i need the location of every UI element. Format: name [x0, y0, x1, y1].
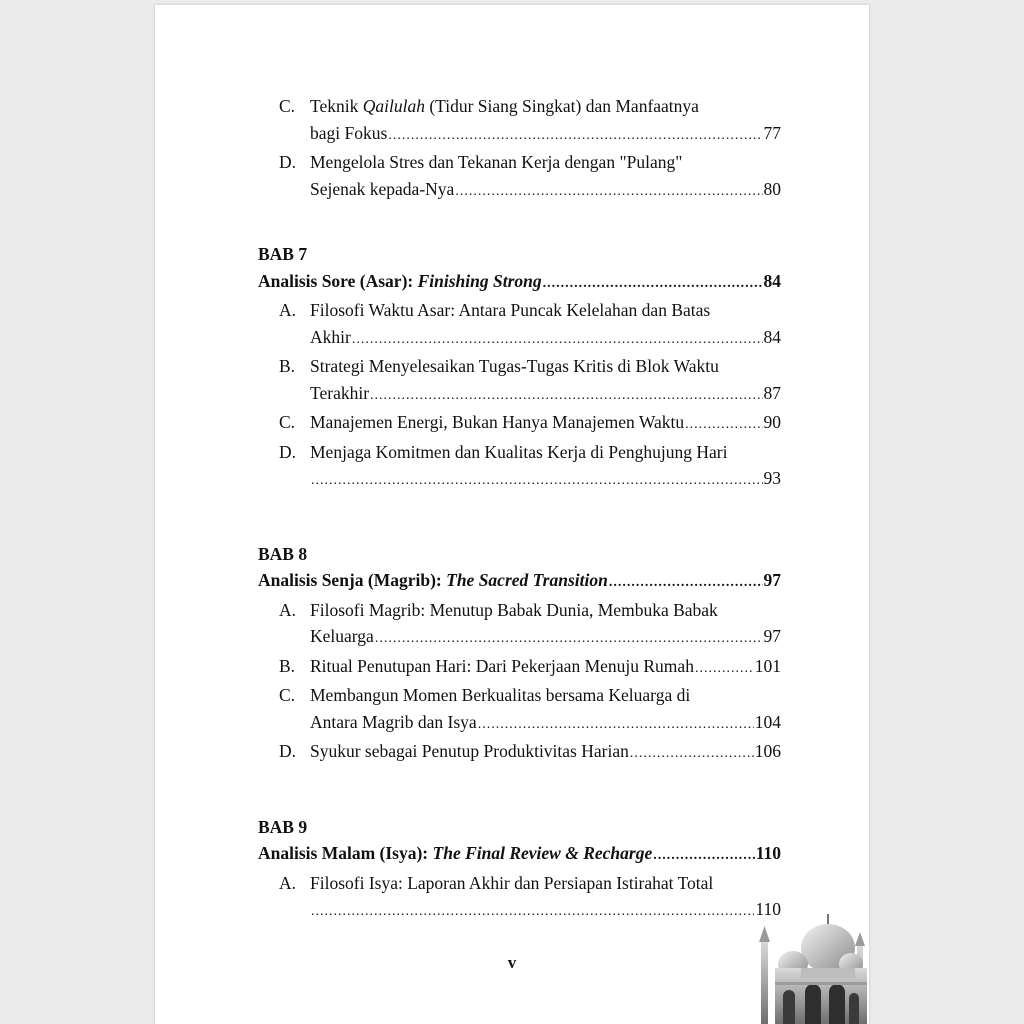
dot-leader [609, 570, 763, 597]
entry-last-line: bagi Fokus ..... 77 [310, 120, 781, 150]
dot-leader [543, 271, 763, 298]
entry-page-number: 77 [763, 122, 781, 143]
dot-leader [630, 741, 754, 768]
toc-entry [258, 738, 781, 768]
entry-first-line: Menjaga Komitmen dan Kualitas Kerja di Penghujung Hari [310, 441, 728, 462]
chapter-block [258, 241, 781, 495]
entry-last-line: Keluarga ..... 97 [310, 623, 781, 653]
entry-page-number: 104 [754, 711, 781, 732]
toc-entry [258, 409, 781, 439]
chapter-label: BAB 8 [258, 543, 308, 564]
dot-leader [695, 656, 754, 683]
chapter-label: BAB 9 [258, 816, 308, 837]
entry-first-line: Filosofi Isya: Laporan Akhir dan Persiapan Istirahat Total [310, 872, 714, 893]
entry-first-line: Filosofi Waktu Asar: Antara Puncak Kelelahan dan Batas [310, 300, 711, 320]
dot-leader [370, 383, 762, 410]
entry-last-line: Sejenak kepada-Nya ..... 80 [310, 176, 781, 206]
entry-letter: D. [279, 741, 297, 761]
entry-last-line: Akhir ..... 84 [310, 324, 781, 354]
entry-last-line: Manajemen Energi, Bukan Hanya Manajemen Waktu ..... 90 [310, 409, 781, 439]
toc-entry [258, 439, 781, 495]
dot-leader [685, 412, 762, 439]
entry-page-number: 110 [755, 899, 781, 919]
toc-entry [258, 597, 781, 653]
chapter-page-number: 84 [763, 270, 781, 291]
entry-page-number: 90 [763, 412, 781, 432]
entry-letter: A. [279, 599, 297, 620]
entry-first-line: Filosofi Magrib: Menutup Babak Dunia, Membuka Babak [310, 599, 718, 620]
chapter-title: Analisis Malam (Isya): The Final Review & Recharge ..... 110 [258, 840, 781, 870]
entry-letter: D. [279, 441, 297, 462]
entry-letter: C. [279, 685, 296, 705]
dot-leader [352, 327, 763, 354]
page-number: v [507, 953, 517, 972]
entry-letter: B. [279, 655, 296, 676]
entry-letter: A. [279, 872, 297, 893]
mosque-icon [753, 912, 869, 1024]
chapter-page-number: 97 [763, 570, 781, 590]
entry-last-line [310, 896, 781, 926]
entry-page-number: 106 [754, 741, 781, 761]
toc-entry [258, 93, 781, 149]
entry-last-line [310, 465, 781, 495]
entry-page-number: 80 [763, 178, 781, 199]
entry-page-number: 87 [763, 382, 781, 403]
dot-leader [375, 626, 763, 653]
dot-leader [311, 899, 754, 926]
entry-last-line: Ritual Penutupan Hari: Dari Pekerjaan Menuju Rumah ..... 101 [310, 653, 781, 683]
entry-first-line: Strategi Menyelesaikan Tugas-Tugas Kritis di Blok Waktu [310, 356, 719, 376]
toc-entry [258, 870, 781, 926]
entry-letter: C. [279, 412, 296, 432]
entry-page-number: 84 [763, 326, 781, 347]
dot-leader [388, 123, 762, 150]
dot-leader [653, 843, 754, 870]
entry-letter: B. [279, 356, 296, 376]
chapter-title: Analisis Sore (Asar): Finishing Strong ..... 84 [258, 268, 781, 298]
chapter-title: Analisis Senja (Magrib): The Sacred Transition ..... 97 [258, 567, 781, 597]
toc-entry [258, 653, 781, 683]
entry-last-line: Syukur sebagai Penutup Produktivitas Harian ..... 106 [310, 738, 781, 768]
dot-leader [311, 468, 763, 495]
entry-first-line: Membangun Momen Berkualitas bersama Keluarga di [310, 685, 691, 705]
entry-page-number: 97 [763, 626, 781, 646]
entry-page-number: 93 [763, 468, 781, 488]
chapter-page-number: 110 [755, 843, 781, 863]
dot-leader [478, 712, 754, 739]
entry-last-line: Antara Magrib dan Isya ..... 104 [310, 709, 781, 739]
dot-leader [455, 179, 762, 206]
entry-letter: D. [279, 152, 297, 172]
toc-entry [258, 297, 781, 353]
entry-last-line: Terakhir ..... 87 [310, 380, 781, 410]
entry-letter: A. [279, 300, 297, 320]
entry-letter: C. [279, 96, 296, 116]
table-of-contents [258, 93, 781, 926]
toc-entry [258, 149, 781, 205]
toc-entry [258, 682, 781, 738]
book-page [155, 5, 869, 1024]
chapter-label: BAB 7 [258, 244, 308, 264]
toc-entry [258, 353, 781, 409]
entry-page-number: 101 [754, 655, 781, 676]
chapter-block [258, 541, 781, 768]
chapter-block [258, 814, 781, 926]
entry-first-line: Teknik Qailulah (Tidur Siang Singkat) dan Manfaatnya [310, 96, 699, 116]
entry-first-line: Mengelola Stres dan Tekanan Kerja dengan "Pulang" [310, 152, 683, 172]
